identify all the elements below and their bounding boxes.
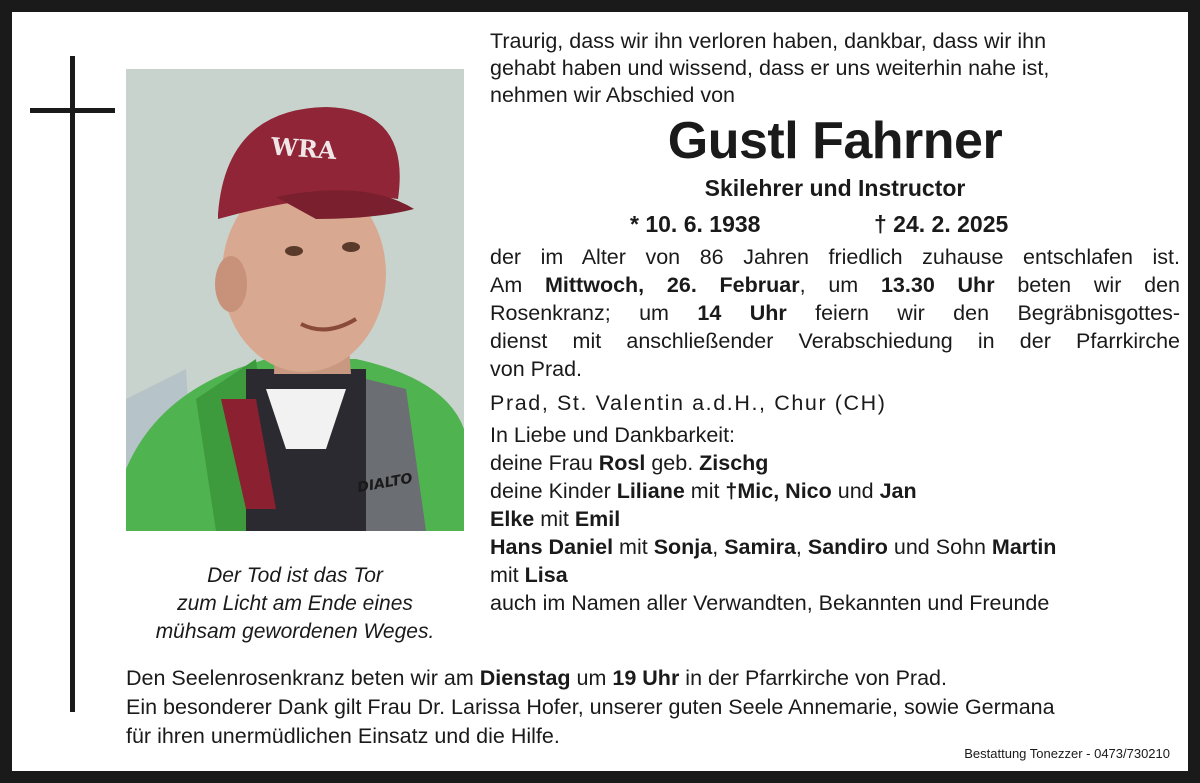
- service-text: [490, 243, 1180, 617]
- service-line: Am Mittwoch, 26. Februar, um 13.30 Uhr beten wir den: [490, 273, 1180, 297]
- portrait-photo: [126, 69, 464, 531]
- service-line: der im Alter von 86 Jahren friedlich zuhause entschlafen ist.: [490, 245, 1180, 269]
- family-line: deine Frau Rosl geb. Zischg: [490, 451, 769, 475]
- quote-line: zum Licht am Ende eines: [177, 592, 413, 615]
- family-line: Elke mit Emil: [490, 507, 621, 531]
- service-line: von Prad.: [490, 357, 583, 381]
- cross-icon-bar: [30, 108, 115, 113]
- birth-date: * 10. 6. 1938: [630, 211, 761, 237]
- intro-text: [490, 28, 1180, 109]
- profession: Skilehrer und Instructor: [704, 175, 966, 201]
- quote: [126, 562, 464, 646]
- cap-logo-text: WRA: [270, 131, 338, 166]
- deceased-name: Gustl Fahrner: [667, 112, 1003, 170]
- family-intro: In Liebe und Dankbarkeit:: [490, 423, 736, 447]
- funeral-home-credit: Bestattung Tonezzer - 0473/730210: [964, 746, 1170, 761]
- death-date: † 24. 2. 2025: [874, 211, 1009, 237]
- intro-line: nehmen wir Abschied von: [490, 83, 736, 107]
- jacket-logo-text: DIALTO: [356, 470, 414, 497]
- life-dates: [490, 203, 1180, 243]
- family-line: deine Kinder Liliane mit †Mic, Nico und Jan: [490, 479, 917, 503]
- family-line: auch im Namen aller Verwandten, Bekannten und Freunde: [490, 591, 1050, 615]
- service-line: Rosenkranz; um 14 Uhr feiern wir den Begräbnisgottes-: [490, 301, 1180, 325]
- obituary-card: [12, 12, 1188, 771]
- closing-line: Den Seelenrosenkranz beten wir am Dienstag um 19 Uhr in der Pfarrkirche von Prad.: [126, 666, 947, 690]
- quote-line: Der Tod ist das Tor: [207, 564, 383, 587]
- family-line: mit Lisa: [490, 563, 568, 587]
- family-line: Hans Daniel mit Sonja, Samira, Sandiro und Sohn Martin: [490, 535, 1057, 559]
- places: Prad, St. Valentin a.d.H., Chur (CH): [490, 391, 887, 415]
- closing-line: für ihren unermüdlichen Einsatz und die Hilfe.: [126, 724, 560, 748]
- cross-icon: [70, 56, 75, 712]
- service-line: dienst mit anschließender Verabschiedung in der Pfarrkirche: [490, 329, 1180, 353]
- closing-text: [126, 664, 1055, 751]
- intro-line: Traurig, dass wir ihn verloren haben, dankbar, dass wir ihn: [490, 29, 1047, 53]
- main-text: [490, 28, 1180, 617]
- quote-line: mühsam gewordenen Weges.: [155, 620, 435, 643]
- intro-line: gehabt haben und wissend, dass er uns weiterhin nahe ist,: [490, 56, 1050, 80]
- closing-line: Ein besonderer Dank gilt Frau Dr. Larissa Hofer, unserer guten Seele Annemarie, sowie Germana: [126, 695, 1055, 719]
